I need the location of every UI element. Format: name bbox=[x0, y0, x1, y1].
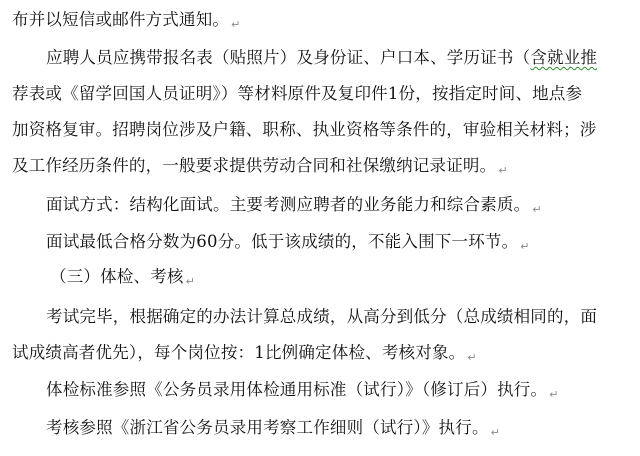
text-line-9: 考试完毕，根据确定的办法计算总成绩，从高分到低分（总成绩相同的，面 bbox=[46, 307, 598, 326]
text-line-5: 及工作经历条件的，一般要求提供劳动合同和社保缴纳记录证明。 ↵ bbox=[12, 156, 508, 177]
text-line-2: 应聘人员应携带报名表（贴照片）及身份证、户口本、学历证书（含就业推 bbox=[46, 48, 598, 67]
paragraph-mark-icon: ↵ bbox=[498, 164, 508, 177]
grammar-flag-underline: 含就业推 bbox=[530, 48, 598, 67]
paragraph-mark-icon: ↵ bbox=[520, 240, 530, 253]
paragraph-mark-icon: ↵ bbox=[490, 426, 501, 439]
text-line-7: 面试最低合格分数为60分。低于该成绩的，不能入围下一环节。 ↵ bbox=[46, 232, 530, 253]
text-line-1: 布并以短信或邮件方式通知。 ↵ bbox=[12, 10, 241, 31]
text-line-10: 试成绩高者优先），每个岗位按：1比例确定体检、考核对象。 ↵ bbox=[12, 343, 477, 364]
paragraph-mark-icon: ↵ bbox=[231, 18, 241, 31]
paragraph-mark-icon: ↵ bbox=[185, 275, 196, 288]
paragraph-mark-icon: ↵ bbox=[467, 351, 477, 364]
section-heading: （三）体检、考核 ↵ bbox=[50, 267, 196, 288]
paragraph-mark-icon: ↵ bbox=[532, 203, 542, 216]
text-line-6: 面试方式：结构化面试。主要考测应聘者的业务能力和综合素质。 ↵ bbox=[46, 195, 542, 216]
paragraph-mark-icon: ↵ bbox=[549, 388, 559, 401]
text-line-11: 体检标准参照《公务员录用体检通用标准（试行）》（修订后）执行。 ↵ bbox=[46, 380, 559, 401]
text-line-12: 考核参照《浙江省公务员录用考察工作细则（试行）》执行。 ↵ bbox=[46, 418, 501, 439]
text-line-4: 加资格复审。招聘岗位涉及户籍、职称、执业资格等条件的，审验相关材料；涉 bbox=[12, 120, 597, 139]
text-line-3: 荐表或《留学回国人员证明》）等材料原件及复印件1份，按指定时间、地点参 bbox=[12, 84, 583, 103]
